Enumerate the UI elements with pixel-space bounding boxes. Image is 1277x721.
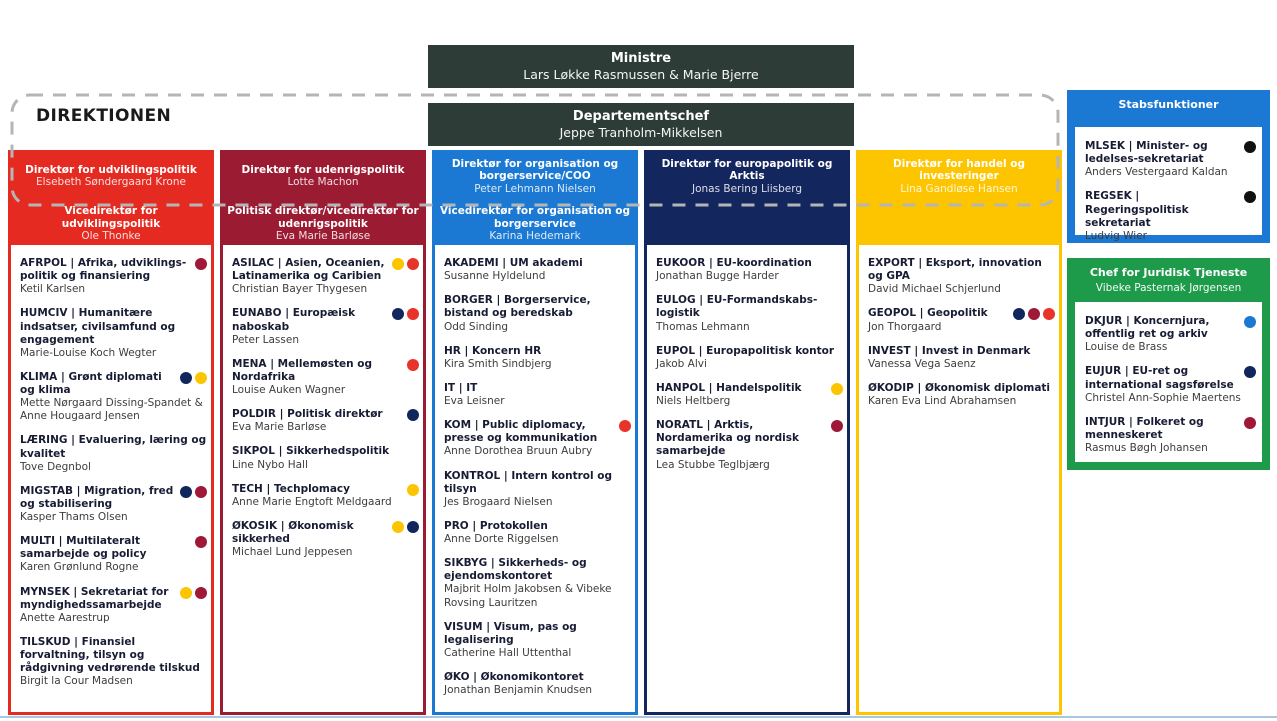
org-unit-entry <box>232 408 419 434</box>
legal-box-body <box>1075 302 1262 462</box>
unit-head-name: Anne Dorothea Bruun Aubry <box>444 445 593 458</box>
priority-dots <box>180 587 207 599</box>
unit-title: NORATL | Arktis, Nordamerika og nordisk samarbejde <box>656 419 799 458</box>
priority-dots <box>392 258 419 270</box>
column-organisation-borgerservice <box>432 150 638 715</box>
unit-head-name: Susanne Hyldelund <box>444 270 546 283</box>
org-unit-entry <box>656 382 843 408</box>
vice-director-title: Politisk direktør/vicedirektør for udenrigspolitik <box>227 205 419 230</box>
column-body <box>223 245 423 712</box>
unit-head-name: Karen Eva Lind Abrahamsen <box>868 395 1017 407</box>
column-handel-investeringer <box>856 150 1062 715</box>
unit-head-name: Catherine Hall Uttenthal <box>444 646 572 659</box>
unit-title: SIKBYG | Sikkerheds- og ejendomskontoret <box>444 557 587 583</box>
unit-title: IT | IT <box>444 381 478 394</box>
org-unit-entry <box>444 671 631 697</box>
navy-dot-icon <box>1013 308 1025 320</box>
priority-dots <box>407 359 419 371</box>
director-title: Direktør for udviklingspolitik <box>25 164 197 177</box>
staff-functions-box <box>1067 90 1270 243</box>
org-unit-entry <box>232 520 419 559</box>
unit-title: AFRPOL | Afrika, udviklings-politik og finansiering <box>20 257 187 283</box>
column-header <box>8 150 214 245</box>
column-body <box>647 245 847 712</box>
ministre-names: Lars Løkke Rasmussen & Marie Bjerre <box>523 66 759 82</box>
navy-dot-icon <box>407 409 419 421</box>
vice-director-title: Vicedirektør for organisation og borgerservice <box>439 205 631 230</box>
yellow-dot-icon <box>392 521 404 533</box>
org-unit-entry <box>444 257 631 283</box>
director-title: Direktør for handel og investeringer <box>893 157 1025 183</box>
org-unit-entry <box>20 636 207 689</box>
org-unit-entry <box>1085 416 1256 455</box>
unit-head-name: Kira Smith Sindbjerg <box>444 357 552 370</box>
director-name: Peter Lehmann Nielsen <box>474 182 596 195</box>
org-unit-entry <box>868 382 1055 408</box>
org-unit-entry <box>656 345 843 371</box>
red-dot-icon <box>1043 308 1055 320</box>
director-title: Direktør for organisation og borgerservice/COO <box>451 157 619 183</box>
black-dot-icon <box>1244 141 1256 153</box>
director-section <box>220 150 426 203</box>
vice-director-name: Karina Hedemark <box>489 230 581 243</box>
director-section <box>856 150 1062 203</box>
unit-head-name: Mette Nørgaard Dissing-Spandet & Anne Hougaard Jensen <box>20 397 203 423</box>
director-name: Elsebeth Søndergaard Krone <box>36 176 186 189</box>
unit-title: EUPOL | Europapolitisk kontor <box>656 344 835 357</box>
unit-head-name: Louise Auken Wagner <box>232 384 346 396</box>
unit-title: MYNSEK | Sekretariat for myndighedssamarbejde <box>20 585 169 611</box>
direktionen-label: DIREKTIONEN <box>36 106 172 126</box>
priority-dots <box>1013 308 1055 320</box>
director-section <box>432 150 638 203</box>
org-unit-entry <box>20 535 207 574</box>
unit-title: KONTROL | Intern kontrol og tilsyn <box>444 469 613 495</box>
legal-service-box <box>1067 258 1270 470</box>
ministre-title: Ministre <box>610 50 672 66</box>
column-header <box>432 150 638 245</box>
org-unit-entry <box>656 257 843 283</box>
navy-dot-icon <box>392 308 404 320</box>
ministre-box <box>428 45 854 88</box>
org-unit-entry <box>1085 190 1256 243</box>
navy-dot-icon <box>180 372 192 384</box>
yellow-dot-icon <box>195 372 207 384</box>
vice-director-section <box>8 203 214 245</box>
unit-head-name: Anette Aarestrup <box>20 611 110 624</box>
priority-dots <box>392 521 419 533</box>
yellow-dot-icon <box>180 587 192 599</box>
vice-director-section <box>432 203 638 245</box>
unit-head-name: Lea Stubbe Teglbjærg <box>656 458 770 471</box>
priority-dots <box>1244 316 1256 328</box>
departementschef-name: Jeppe Tranholm-Mikkelsen <box>559 124 723 140</box>
unit-head-name: Vanessa Vega Saenz <box>868 357 976 370</box>
unit-title: DKJUR | Koncernjura, offentlig ret og arkiv <box>1085 315 1210 341</box>
unit-title: KLIMA | Grønt diplomati og klima <box>20 370 162 396</box>
unit-title: EXPORT | Eksport, innovation og GPA <box>868 257 1042 283</box>
unit-head-name: Line Nybo Hall <box>232 458 308 471</box>
crimson-dot-icon <box>1028 308 1040 320</box>
unit-head-name: Birgit la Cour Madsen <box>20 675 133 688</box>
unit-title: PRO | Protokollen <box>444 519 548 532</box>
org-unit-entry <box>20 586 207 625</box>
director-name: Jonas Bering Liisberg <box>691 182 803 195</box>
org-unit-entry <box>20 257 207 296</box>
crimson-dot-icon <box>1244 417 1256 429</box>
unit-head-name: Ludvig Wier <box>1085 229 1147 242</box>
priority-dots <box>831 420 843 432</box>
column-udenrigspolitik <box>220 150 426 715</box>
yellow-dot-icon <box>407 484 419 496</box>
unit-title: HR | Koncern HR <box>444 344 542 357</box>
unit-head-name: Niels Heltberg <box>656 395 731 407</box>
unit-head-name: Jes Brogaard Nielsen <box>444 495 553 508</box>
blue-dot-icon <box>1244 316 1256 328</box>
org-unit-entry <box>868 257 1055 296</box>
priority-dots <box>180 372 207 384</box>
unit-title: INVEST | Invest in Denmark <box>868 344 1031 357</box>
priority-dots <box>180 486 207 498</box>
crimson-dot-icon <box>195 536 207 548</box>
unit-title: TECH | Techplomacy <box>232 482 350 495</box>
unit-head-name: Tove Degnbol <box>20 460 91 473</box>
red-dot-icon <box>407 308 419 320</box>
unit-head-name: Jonathan Benjamin Knudsen <box>444 684 593 697</box>
unit-head-name: Anders Vestergaard Kaldan <box>1085 166 1228 179</box>
unit-title: REGSEK | Regeringspolitisk sekretariat <box>1085 190 1189 229</box>
unit-title: EUKOOR | EU-koordination <box>656 257 812 269</box>
unit-title: HUMCIV | Humanitære indsatser, civilsamfund og engagement <box>20 307 176 346</box>
column-header <box>644 150 850 245</box>
unit-head-name: Anne Marie Engtoft Meldgaard <box>232 495 392 508</box>
column-udviklingspolitik <box>8 150 214 715</box>
unit-head-name: Christian Bayer Thygesen <box>232 283 368 296</box>
org-unit-entry <box>20 485 207 524</box>
unit-head-name: Rasmus Bøgh Johansen <box>1085 442 1208 454</box>
unit-title: MIGSTAB | Migration, fred og stabilisering <box>20 484 174 510</box>
unit-head-name: Jonathan Bugge Harder <box>656 270 779 283</box>
unit-title: AKADEMI | UM akademi <box>444 257 583 269</box>
unit-title: ØKOSIK | Økonomisk sikkerhed <box>232 519 354 545</box>
org-unit-entry <box>232 307 419 346</box>
unit-head-name: Peter Lassen <box>232 333 299 346</box>
org-unit-entry <box>444 520 631 546</box>
crimson-dot-icon <box>195 587 207 599</box>
org-unit-entry <box>656 294 843 333</box>
org-unit-entry <box>868 307 1055 333</box>
column-body <box>435 245 635 712</box>
org-unit-entry <box>1085 365 1256 404</box>
unit-title: HANPOL | Handelspolitik <box>656 381 802 394</box>
unit-title: BORGER | Borgerservice, bistand og beredskab <box>444 294 591 320</box>
org-unit-entry <box>444 382 631 408</box>
priority-dots <box>831 383 843 395</box>
legal-box-chief-name: Vibeke Pasternak Jørgensen <box>1095 281 1242 294</box>
unit-head-name: Christel Ann-Sophie Maertens <box>1085 391 1241 404</box>
priority-dots <box>407 484 419 496</box>
navy-dot-icon <box>180 486 192 498</box>
unit-head-name: Jakob Alvi <box>656 357 707 370</box>
unit-title: LÆRING | Evaluering, læring og kvalitet <box>20 434 207 460</box>
org-unit-entry <box>1085 140 1256 179</box>
yellow-dot-icon <box>831 383 843 395</box>
org-unit-entry <box>232 257 419 296</box>
unit-title: SIKPOL | Sikkerhedspolitik <box>232 445 390 458</box>
priority-dots <box>1244 191 1256 203</box>
vice-director-title: Vicedirektør for udviklingspolitik <box>61 205 161 230</box>
unit-head-name: Thomas Lehmann <box>656 320 750 333</box>
unit-head-name: Louise de Brass <box>1085 341 1168 354</box>
director-title: Direktør for udenrigspolitik <box>241 164 405 177</box>
unit-head-name: Ketil Karlsen <box>20 283 86 296</box>
unit-head-name: Jon Thorgaard <box>868 320 942 333</box>
bottom-divider <box>0 716 1277 718</box>
unit-head-name: David Michael Schjerlund <box>868 283 1001 296</box>
departementschef-title: Departementschef <box>572 108 710 124</box>
org-unit-entry <box>20 307 207 360</box>
crimson-dot-icon <box>831 420 843 432</box>
unit-head-name: Majbrit Holm Jakobsen & Vibeke Rovsing Lauritzen <box>444 583 612 609</box>
staff-box-body <box>1075 127 1262 242</box>
unit-head-name: Kasper Thams Olsen <box>20 511 128 523</box>
unit-title: INTJUR | Folkeret og menneskeret <box>1085 415 1204 441</box>
org-unit-entry <box>232 483 419 509</box>
unit-head-name: Odd Sinding <box>444 320 509 333</box>
org-unit-entry <box>232 358 419 397</box>
unit-title: ASILAC | Asien, Oceanien, Latinamerika og Caribien <box>232 257 385 283</box>
org-unit-entry <box>868 345 1055 371</box>
navy-dot-icon <box>1244 366 1256 378</box>
unit-title: KOM | Public diplomacy, presse og kommunikation <box>444 419 598 445</box>
org-unit-entry <box>20 371 207 424</box>
crimson-dot-icon <box>195 258 207 270</box>
org-unit-entry <box>444 419 631 458</box>
vice-director-name: Eva Marie Barløse <box>275 230 371 243</box>
unit-head-name: Michael Lund Jeppesen <box>232 546 353 559</box>
priority-dots <box>195 258 207 270</box>
unit-head-name: Marie-Louise Koch Wegter <box>20 346 157 359</box>
org-unit-entry <box>444 621 631 660</box>
org-unit-entry <box>444 470 631 509</box>
yellow-dot-icon <box>392 258 404 270</box>
column-europapolitik-arktis <box>644 150 850 715</box>
unit-title: VISUM | Visum, pas og legalisering <box>444 620 577 646</box>
departementschef-box <box>428 103 854 146</box>
unit-title: MULTI | Multilateralt samarbejde og policy <box>20 535 147 561</box>
crimson-dot-icon <box>195 486 207 498</box>
unit-head-name: Anne Dorte Riggelsen <box>444 533 559 545</box>
red-dot-icon <box>407 359 419 371</box>
unit-title: TILSKUD | Finansiel forvaltning, tilsyn og rådgivning vedrørende tilskud <box>20 635 200 675</box>
priority-dots <box>392 308 419 320</box>
priority-dots <box>407 409 419 421</box>
unit-title: ØKO | Økonomikontoret <box>444 671 584 683</box>
org-unit-entry <box>444 557 631 610</box>
red-dot-icon <box>619 420 631 432</box>
org-unit-entry <box>20 434 207 473</box>
navy-dot-icon <box>407 521 419 533</box>
column-header <box>856 150 1062 245</box>
unit-title: MLSEK | Minister- og ledelses-sekretariat <box>1085 140 1208 166</box>
unit-title: ØKODIP | Økonomisk diplomati <box>868 381 1051 394</box>
org-unit-entry <box>1085 315 1256 354</box>
column-body <box>11 245 211 712</box>
vice-director-section <box>220 203 426 245</box>
director-section <box>644 150 850 203</box>
unit-title: EULOG | EU-Formandskabs-logistik <box>656 294 818 320</box>
priority-dots <box>1244 417 1256 429</box>
unit-head-name: Eva Leisner <box>444 395 505 407</box>
unit-head-name: Karen Grønlund Rogne <box>20 561 139 574</box>
vice-director-section <box>856 203 1062 245</box>
priority-dots <box>1244 366 1256 378</box>
director-title: Direktør for europapolitik og Arktis <box>661 157 833 183</box>
priority-dots <box>195 536 207 548</box>
director-name: Lotte Machon <box>287 176 359 189</box>
unit-title: POLDIR | Politisk direktør <box>232 408 383 421</box>
unit-head-name: Eva Marie Barløse <box>232 421 327 434</box>
unit-title: EUJUR | EU-ret og international sagsførelse <box>1085 365 1234 391</box>
org-unit-entry <box>444 294 631 333</box>
black-dot-icon <box>1244 191 1256 203</box>
unit-title: MENA | Mellemøsten og Nordafrika <box>232 357 372 383</box>
org-unit-entry <box>232 445 419 471</box>
priority-dots <box>619 420 631 432</box>
director-name: Lina Gandløse Hansen <box>900 182 1018 195</box>
unit-title: GEOPOL | Geopolitik <box>868 307 988 320</box>
unit-title: EUNABO | Europæisk naboskab <box>232 307 356 333</box>
column-body <box>859 245 1059 712</box>
vice-director-name: Ole Thonke <box>81 230 141 243</box>
red-dot-icon <box>407 258 419 270</box>
org-unit-entry <box>656 419 843 472</box>
director-section <box>8 150 214 203</box>
priority-dots <box>1244 141 1256 153</box>
staff-box-title: Stabsfunktioner <box>1118 98 1219 111</box>
column-header <box>220 150 426 245</box>
vice-director-section <box>644 203 850 245</box>
org-unit-entry <box>444 345 631 371</box>
legal-box-title: Chef for Juridisk Tjeneste <box>1089 266 1248 279</box>
